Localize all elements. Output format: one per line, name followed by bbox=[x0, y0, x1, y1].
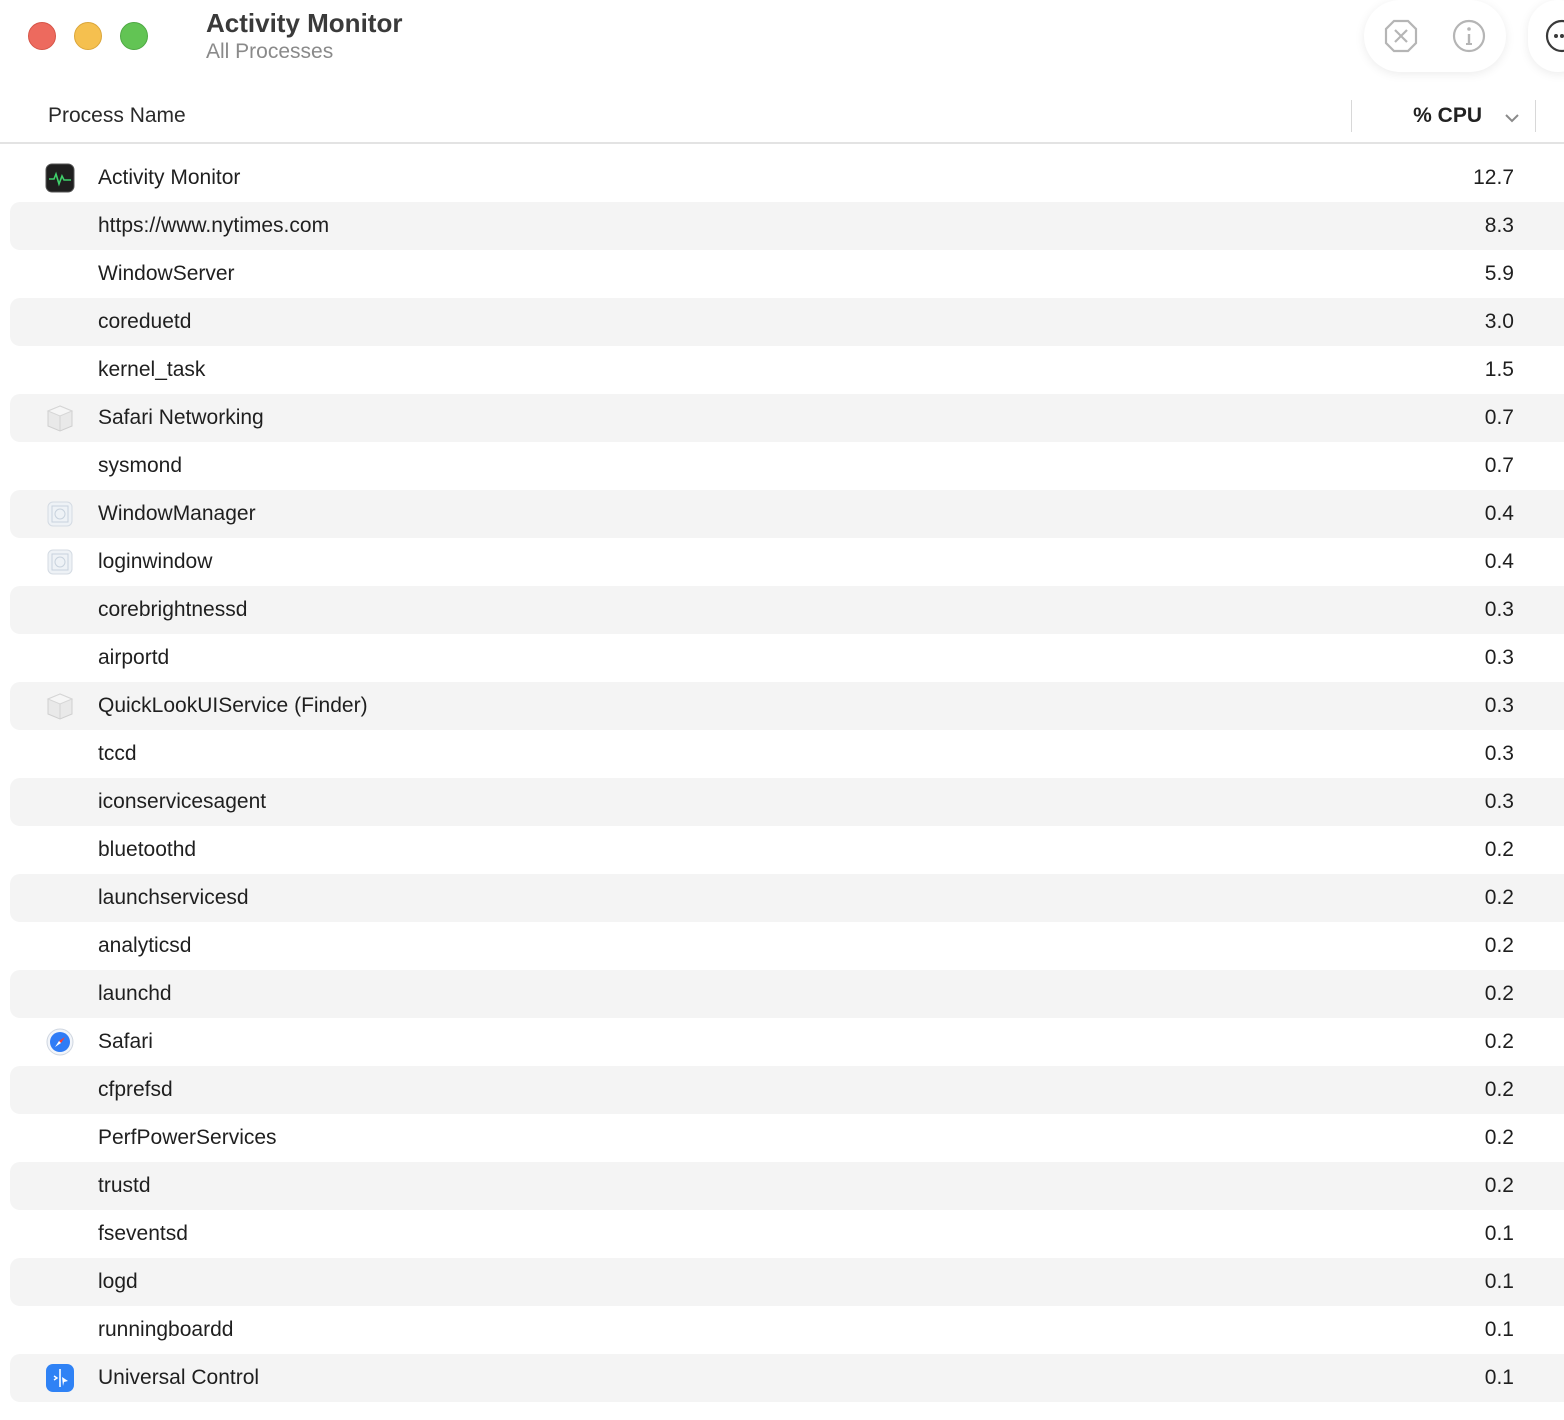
process-name: tccd bbox=[98, 742, 137, 765]
safari-compass-icon bbox=[45, 1027, 75, 1057]
table-row[interactable] bbox=[10, 1258, 1564, 1306]
process-cpu: 0.3 bbox=[1484, 694, 1514, 717]
table-row[interactable] bbox=[10, 586, 1564, 634]
process-cpu: 0.3 bbox=[1484, 646, 1514, 669]
generic-app-icon bbox=[45, 403, 75, 433]
table-row[interactable] bbox=[10, 154, 1564, 202]
process-name: corebrightnessd bbox=[98, 598, 248, 621]
process-name: QuickLookUIService (Finder) bbox=[98, 694, 368, 717]
more-options-icon[interactable] bbox=[1544, 18, 1564, 54]
process-name: coreduetd bbox=[98, 310, 192, 333]
process-cpu: 0.3 bbox=[1484, 790, 1514, 813]
minimize-window-button[interactable] bbox=[74, 22, 102, 50]
process-cpu: 12.7 bbox=[1473, 166, 1514, 189]
column-header-cpu[interactable]: % CPU bbox=[1413, 104, 1482, 127]
process-name: https://www.nytimes.com bbox=[98, 214, 330, 237]
process-cpu: 0.7 bbox=[1484, 406, 1514, 429]
process-cpu: 5.9 bbox=[1484, 262, 1514, 285]
process-cpu: 0.2 bbox=[1484, 934, 1514, 957]
title-bar bbox=[0, 0, 1564, 92]
table-row[interactable] bbox=[10, 490, 1564, 538]
process-cpu: 0.3 bbox=[1484, 598, 1514, 621]
process-cpu: 0.2 bbox=[1484, 982, 1514, 1005]
process-cpu: 0.3 bbox=[1484, 742, 1514, 765]
process-name: launchservicesd bbox=[98, 886, 249, 909]
process-name: Safari bbox=[98, 1030, 153, 1053]
table-row[interactable] bbox=[10, 442, 1564, 490]
process-name: logd bbox=[98, 1270, 138, 1293]
process-name: Universal Control bbox=[98, 1366, 260, 1389]
table-row[interactable] bbox=[10, 1162, 1564, 1210]
process-cpu: 0.2 bbox=[1484, 1174, 1514, 1197]
table-row[interactable] bbox=[10, 970, 1564, 1018]
table-row[interactable] bbox=[10, 1114, 1564, 1162]
table-header bbox=[0, 92, 1564, 144]
process-cpu: 3.0 bbox=[1484, 310, 1514, 333]
stop-process-icon[interactable] bbox=[1383, 18, 1419, 54]
process-cpu: 8.3 bbox=[1484, 214, 1514, 237]
process-name: iconservicesagent bbox=[98, 790, 267, 813]
table-row[interactable] bbox=[10, 778, 1564, 826]
process-cpu: 0.4 bbox=[1484, 502, 1514, 525]
table-row[interactable] bbox=[10, 682, 1564, 730]
table-row[interactable] bbox=[10, 1306, 1564, 1354]
process-cpu: 0.1 bbox=[1484, 1222, 1514, 1245]
process-name: fseventsd bbox=[98, 1222, 188, 1245]
window-subtitle: All Processes bbox=[206, 40, 334, 63]
table-row[interactable] bbox=[10, 1354, 1564, 1402]
process-cpu: 0.7 bbox=[1484, 454, 1514, 477]
process-cpu: 0.2 bbox=[1484, 838, 1514, 861]
process-name: PerfPowerServices bbox=[98, 1126, 277, 1149]
zoom-window-button[interactable] bbox=[120, 22, 148, 50]
process-cpu: 0.1 bbox=[1484, 1318, 1514, 1341]
process-name: trustd bbox=[98, 1174, 151, 1197]
process-name: WindowManager bbox=[98, 502, 256, 525]
table-row[interactable] bbox=[10, 922, 1564, 970]
toolbar-button-group bbox=[1364, 0, 1506, 72]
column-header-process-name[interactable]: Process Name bbox=[48, 104, 186, 127]
process-name: sysmond bbox=[98, 454, 183, 477]
process-cpu: 0.2 bbox=[1484, 1126, 1514, 1149]
process-name: Safari Networking bbox=[98, 406, 264, 429]
blueprint-icon bbox=[45, 547, 75, 577]
process-name: airportd bbox=[98, 646, 170, 669]
process-name: loginwindow bbox=[98, 550, 213, 573]
universal-control-icon bbox=[45, 1363, 75, 1393]
info-icon[interactable] bbox=[1451, 18, 1487, 54]
table-row[interactable] bbox=[10, 538, 1564, 586]
process-cpu: 0.1 bbox=[1484, 1366, 1514, 1389]
table-row[interactable] bbox=[10, 202, 1564, 250]
table-row[interactable] bbox=[10, 250, 1564, 298]
blueprint-icon bbox=[45, 499, 75, 529]
table-row[interactable] bbox=[10, 874, 1564, 922]
table-row[interactable] bbox=[10, 298, 1564, 346]
table-row[interactable] bbox=[10, 1210, 1564, 1258]
table-row[interactable] bbox=[10, 1018, 1564, 1066]
table-row[interactable] bbox=[10, 634, 1564, 682]
generic-app-icon bbox=[45, 691, 75, 721]
process-cpu: 0.2 bbox=[1484, 1030, 1514, 1053]
table-row[interactable] bbox=[10, 826, 1564, 874]
table-row[interactable] bbox=[10, 1066, 1564, 1114]
process-cpu: 0.2 bbox=[1484, 886, 1514, 909]
process-name: launchd bbox=[98, 982, 172, 1005]
process-cpu: 0.2 bbox=[1484, 1078, 1514, 1101]
table-row[interactable] bbox=[10, 394, 1564, 442]
table-row[interactable] bbox=[10, 730, 1564, 778]
process-name: cfprefsd bbox=[98, 1078, 173, 1101]
process-cpu: 1.5 bbox=[1484, 358, 1514, 381]
toolbar-more-group bbox=[1528, 0, 1564, 72]
column-divider[interactable] bbox=[1535, 100, 1536, 132]
process-name: Activity Monitor bbox=[98, 166, 241, 189]
process-name: analyticsd bbox=[98, 934, 192, 957]
process-cpu: 0.1 bbox=[1484, 1270, 1514, 1293]
process-name: WindowServer bbox=[98, 262, 235, 285]
process-name: runningboardd bbox=[98, 1318, 234, 1341]
chevron-down-icon[interactable] bbox=[1502, 108, 1522, 128]
close-window-button[interactable] bbox=[28, 22, 56, 50]
process-name: bluetoothd bbox=[98, 838, 197, 861]
process-name: kernel_task bbox=[98, 358, 206, 381]
table-row[interactable] bbox=[10, 346, 1564, 394]
window-title: Activity Monitor bbox=[206, 8, 403, 38]
process-cpu: 0.4 bbox=[1484, 550, 1514, 573]
activity-monitor-icon bbox=[45, 163, 75, 193]
